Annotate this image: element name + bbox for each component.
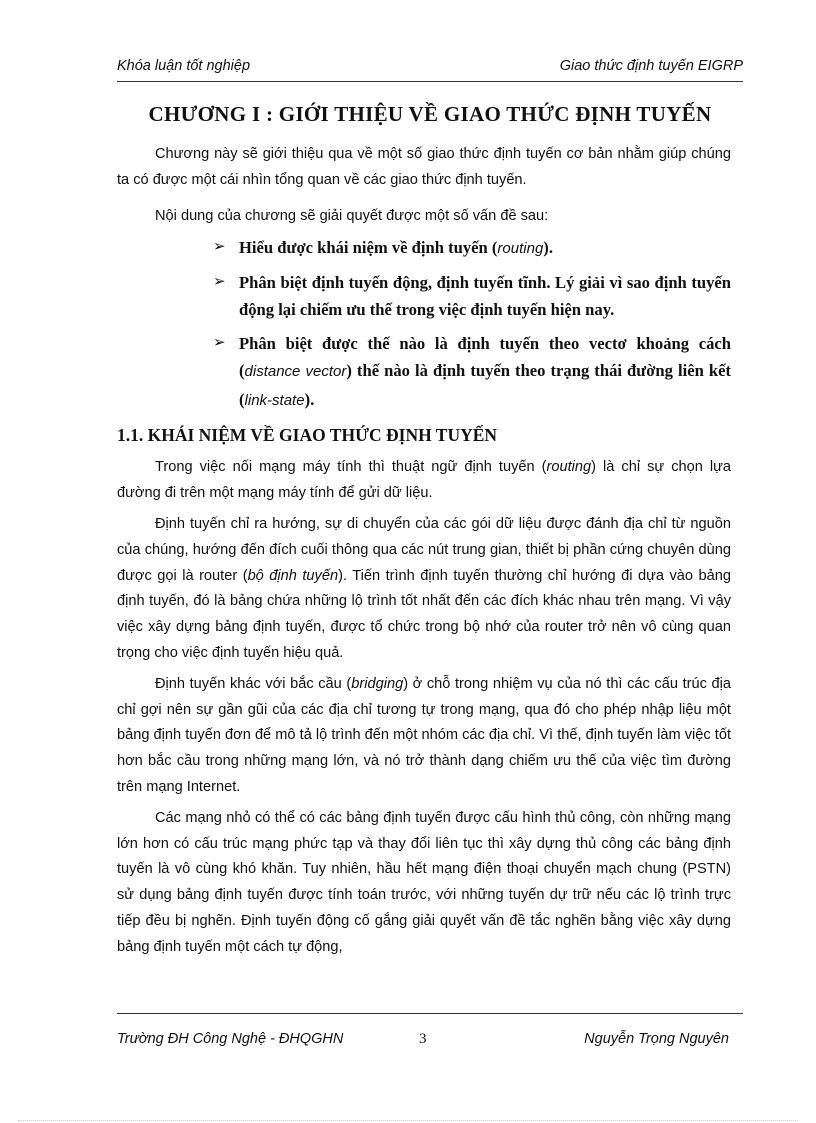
body-paragraph: Các mạng nhỏ có thể có các bảng định tuyến được cấu hình thủ công, còn những mạng lớn hơn có cấu trúc mạng phức tạp và thay đổi liên tục thì xây dựng thủ công các bảng định tuyến là vô cùng khó khăn. Tuy nhiên, hầu hết mạng điện thoại chuyển mạch chung (PSTN) sử dụng bảng định tuyến được tính toán trước, với những tuyến dự trữ nếu các lộ trình trực tiếp đều bị nghẽn. Định tuyến động cố gắng giải quyết vấn đề tắc nghẽn bằng việc xây dựng bảng định tuyến một cách tự động,: [117, 809, 731, 955]
intro-paragraph-2: Nội dung của chương sẽ giải quyết được một số vấn đề sau:: [155, 207, 549, 224]
section-heading: 1.1. KHÁI NIỆM VỀ GIAO THỨC ĐỊNH TUYẾN: [117, 425, 498, 446]
arrow-bullet-icon: ➢: [213, 239, 226, 256]
body-paragraph: Định tuyến khác với bắc cầu (bridging) ở chỗ trong nhiệm vụ của nó thì các cấu trúc địa chỉ gợi nên sự gần gũi của các địa chỉ tương tự trong mạng, qua đó cho phép nhập liệu một bảng định tuyến đơn để mô tả lộ trình đến một nhóm các địa chỉ. Vì thế, định tuyến làm việc tốt hơn bắc cầu trong những mạng lớn, và nó trở thành dạng chiếm ưu thế của việc tìm đường trên mạng Internet.: [117, 675, 731, 795]
arrow-bullet-icon: ➢: [213, 334, 226, 351]
footer-rule: [117, 1013, 743, 1014]
objective-item: ➢ Hiểu được khái niệm về định tuyến (routing).: [213, 234, 731, 263]
objective-item: ➢ Phân biệt định tuyến động, định tuyến tĩnh. Lý giải vì sao định tuyến động lại chiếm ưu thế trong việc định tuyến hiện nay.: [213, 269, 731, 324]
header-left-text: Khóa luận tốt nghiệp: [117, 58, 251, 74]
page-body: [117, 138, 731, 966]
header-rule: [117, 81, 743, 82]
body-paragraph: Trong việc nối mạng máy tính thì thuật ngữ định tuyến (routing) là chỉ sự chọn lựa đường đi trên một mạng máy tính để gửi dữ liệu.: [117, 459, 731, 502]
objective-item: ➢ Phân biệt được thế nào là định tuyến theo vectơ khoảng cách (distance vector) thế nào là định tuyến theo trạng thái đường liên kết (link-state).: [213, 330, 731, 415]
body-paragraph: Định tuyến chỉ ra hướng, sự di chuyển của các gói dữ liệu được đánh địa chỉ từ nguồn của chúng, hướng đến đích cuối thông qua các nút trung gian, thiết bị phần cứng chuyên dùng được gọi là router (bộ định tuyến). Tiến trình định tuyến thường chỉ hướng đi dựa vào bảng định tuyến, đó là bảng chứa những lộ trình tốt nhất đến các đích khác nhau trên mạng. Vì vậy việc xây dựng bảng định tuyến, được tổ chức trong bộ nhớ của router trở nên vô cùng quan trọng cho việc định tuyến hiệu quả.: [117, 515, 731, 661]
chapter-title: CHƯƠNG I : GIỚI THIỆU VỀ GIAO THỨC ĐỊNH TUYẾN: [148, 102, 712, 126]
objectives-list: [213, 234, 731, 414]
intro-paragraph-1: Chương này sẽ giới thiệu qua về một số giao thức định tuyến cơ bản nhằm giúp chúng ta có được một cái nhìn tổng quan về các giao thức định tuyến.: [117, 146, 731, 188]
page-bottom-edge: [18, 1120, 798, 1121]
page-header: [117, 58, 743, 74]
footer-school: Trường ĐH Công Nghệ - ĐHQGHN: [117, 1031, 344, 1047]
header-right-text: Giao thức định tuyến EIGRP: [559, 58, 743, 74]
arrow-bullet-icon: ➢: [213, 273, 226, 290]
footer-author: Nguyễn Trọng Nguyên: [584, 1031, 729, 1047]
page-number: 3: [419, 1031, 427, 1047]
